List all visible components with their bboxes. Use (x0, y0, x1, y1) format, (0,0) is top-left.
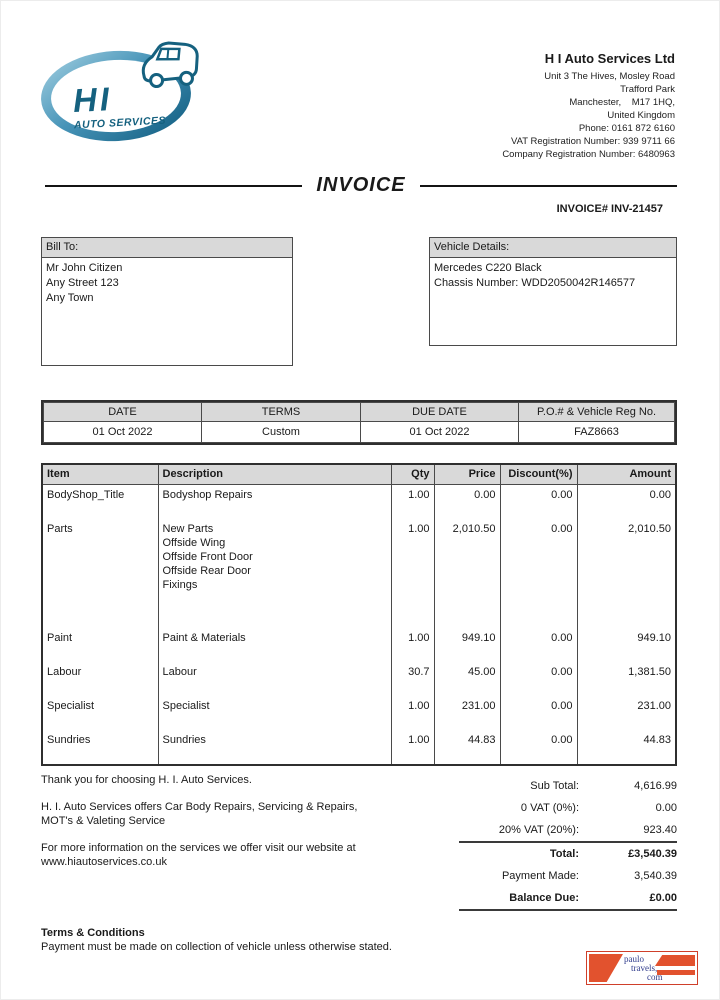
description-cell: Paint & Materials (158, 628, 391, 662)
description-cell: Sundries (158, 730, 391, 764)
balance-due-row (431, 887, 677, 909)
discount-cell: 0.00 (500, 484, 577, 519)
price-cell: 44.83 (434, 730, 500, 764)
invoice-title-row (45, 174, 677, 197)
bill-to-body (42, 258, 292, 309)
items-header-discount: Discount(%) (500, 465, 577, 484)
description-line: Offside Wing (162, 536, 226, 549)
amount-cell: 1,381.50 (577, 662, 675, 696)
items-header-qty: Qty (391, 465, 434, 484)
bill-to-town: Any Town (46, 292, 94, 304)
vehicle-chassis-number: Chassis Number: WDD2050042R146577 (434, 277, 636, 289)
items-header-amount: Amount (577, 465, 675, 484)
price-cell: 2,010.50 (434, 519, 500, 629)
description-cell: Specialist (158, 696, 391, 730)
payment-made-value: 3,540.39 (634, 870, 677, 882)
payment-made-row (431, 865, 677, 887)
subtotal-value: 4,616.99 (634, 780, 677, 792)
discount-cell: 0.00 (500, 628, 577, 662)
company-address-line: Trafford Park (620, 84, 675, 95)
table-row (43, 519, 675, 629)
description-cell (158, 519, 391, 629)
title-rule-right (420, 185, 677, 187)
vat20-row (431, 819, 677, 841)
amount-cell: 2,010.50 (577, 519, 675, 629)
items-header-description: Description (158, 465, 391, 484)
company-logo (41, 45, 201, 145)
item-cell: Labour (47, 666, 82, 679)
meta-header-terms: TERMS (202, 403, 361, 422)
totals-section (431, 775, 677, 911)
bill-to-name: Mr John Citizen (46, 262, 123, 274)
subtotal-label: Sub Total: (530, 780, 579, 792)
items-header-item: Item (43, 465, 158, 484)
description-line: Fixings (162, 578, 198, 591)
watermark-line1: paulo (624, 954, 644, 964)
website-note: For more information on the services we offer visit our website at www.hiautoservices.co.uk (41, 842, 356, 868)
services-note: H. I. Auto Services offers Car Body Repairs, Servicing & Repairs, MOT's & Valeting Service (41, 801, 358, 827)
watermark-line2: travels, (631, 963, 658, 973)
amount-cell: 231.00 (577, 696, 675, 730)
paulo-travels-watermark (586, 951, 698, 985)
meta-header-date: DATE (44, 403, 202, 422)
qty-cell: 1.00 (391, 730, 434, 764)
meta-value-row (44, 422, 675, 443)
item-cell: BodyShop_Title (47, 488, 125, 501)
vat0-value: 0.00 (655, 802, 677, 814)
qty-cell: 30.7 (391, 662, 434, 696)
description-cell: Labour (158, 662, 391, 696)
bill-to-header: Bill To: (42, 238, 292, 258)
description-line: Offside Rear Door (162, 564, 251, 577)
amount-cell: 0.00 (577, 484, 675, 519)
price-cell: 45.00 (434, 662, 500, 696)
vat0-row (431, 797, 677, 819)
balance-due-value: £0.00 (649, 892, 677, 904)
company-vat-number: VAT Registration Number: 939 9711 66 (510, 136, 675, 147)
company-name: H I Auto Services Ltd (544, 51, 675, 66)
total-label: Total: (549, 848, 579, 860)
meta-value-po-reg: FAZ8663 (519, 422, 675, 443)
title-rule-left (45, 185, 302, 187)
description-line: New Parts (162, 522, 214, 535)
logo-subtitle-text: AUTO SERVICES (73, 114, 167, 132)
table-row (43, 696, 675, 730)
vehicle-details-body (430, 258, 676, 294)
thank-you-note: Thank you for choosing H. I. Auto Services. (41, 774, 252, 786)
discount-cell: 0.00 (500, 696, 577, 730)
table-row (43, 484, 675, 519)
company-address-line: Unit 3 The Hives, Mosley Road (544, 71, 675, 82)
vat20-value: 923.40 (643, 824, 677, 836)
item-cell: Specialist (47, 700, 95, 713)
meta-header-row (44, 403, 675, 422)
meta-value-terms: Custom (202, 422, 361, 443)
description-line: Offside Front Door (162, 550, 253, 563)
line-items-table (41, 463, 677, 766)
terms-header: Terms & Conditions (41, 927, 145, 939)
item-cell: Parts (47, 522, 73, 535)
terms-section (41, 926, 392, 954)
company-address-line: United Kingdom (607, 110, 675, 121)
totals-divider-bottom (459, 909, 677, 911)
qty-cell: 1.00 (391, 628, 434, 662)
vehicle-details-header: Vehicle Details: (430, 238, 676, 258)
description-cell: Bodyshop Repairs (158, 484, 391, 519)
terms-body: Payment must be made on collection of vehicle unless otherwise stated. (41, 941, 392, 953)
meta-header-due-date: DUE DATE (361, 403, 519, 422)
table-row (43, 662, 675, 696)
watermark-text (587, 952, 697, 984)
vehicle-model: Mercedes C220 Black (434, 262, 542, 274)
company-phone: Phone: 0161 872 6160 (578, 123, 675, 134)
amount-cell: 44.83 (577, 730, 675, 764)
vat20-label: 20% VAT (20%): (498, 824, 579, 836)
bill-to-box (41, 237, 293, 366)
invoice-meta-table (41, 400, 677, 445)
discount-cell: 0.00 (500, 519, 577, 629)
logo-hi-text: HI (72, 80, 113, 119)
price-cell: 0.00 (434, 484, 500, 519)
invoice-number: INVOICE# INV-21457 (556, 203, 663, 215)
items-header-row (43, 465, 675, 484)
page-title: INVOICE (316, 174, 406, 196)
balance-due-label: Balance Due: (509, 892, 579, 904)
vehicle-details-box (429, 237, 677, 346)
item-cell: Paint (47, 632, 73, 645)
payment-made-label: Payment Made: (501, 870, 579, 882)
discount-cell: 0.00 (500, 730, 577, 764)
total-value: £3,540.39 (628, 848, 677, 860)
company-address-line: Manchester, M17 1HQ, (569, 97, 675, 108)
car-icon (132, 33, 207, 96)
subtotal-row (431, 775, 677, 797)
qty-cell: 1.00 (391, 484, 434, 519)
qty-cell: 1.00 (391, 519, 434, 629)
vat0-label: 0 VAT (0%): (520, 802, 579, 814)
items-header-price: Price (434, 465, 500, 484)
watermark-line3: com (647, 972, 663, 982)
price-cell: 231.00 (434, 696, 500, 730)
amount-cell: 949.10 (577, 628, 675, 662)
item-cell: Sundries (47, 734, 91, 747)
bill-to-street: Any Street 123 (46, 277, 119, 289)
company-info (502, 51, 675, 161)
qty-cell: 1.00 (391, 696, 434, 730)
company-registration-number: Company Registration Number: 6480963 (502, 149, 675, 160)
discount-cell: 0.00 (500, 662, 577, 696)
total-row (431, 843, 677, 865)
price-cell: 949.10 (434, 628, 500, 662)
meta-header-po-reg: P.O.# & Vehicle Reg No. (519, 403, 675, 422)
table-row (43, 730, 675, 764)
table-row (43, 628, 675, 662)
meta-value-due-date: 01 Oct 2022 (361, 422, 519, 443)
meta-value-date: 01 Oct 2022 (44, 422, 202, 443)
footer-notes (41, 773, 391, 882)
